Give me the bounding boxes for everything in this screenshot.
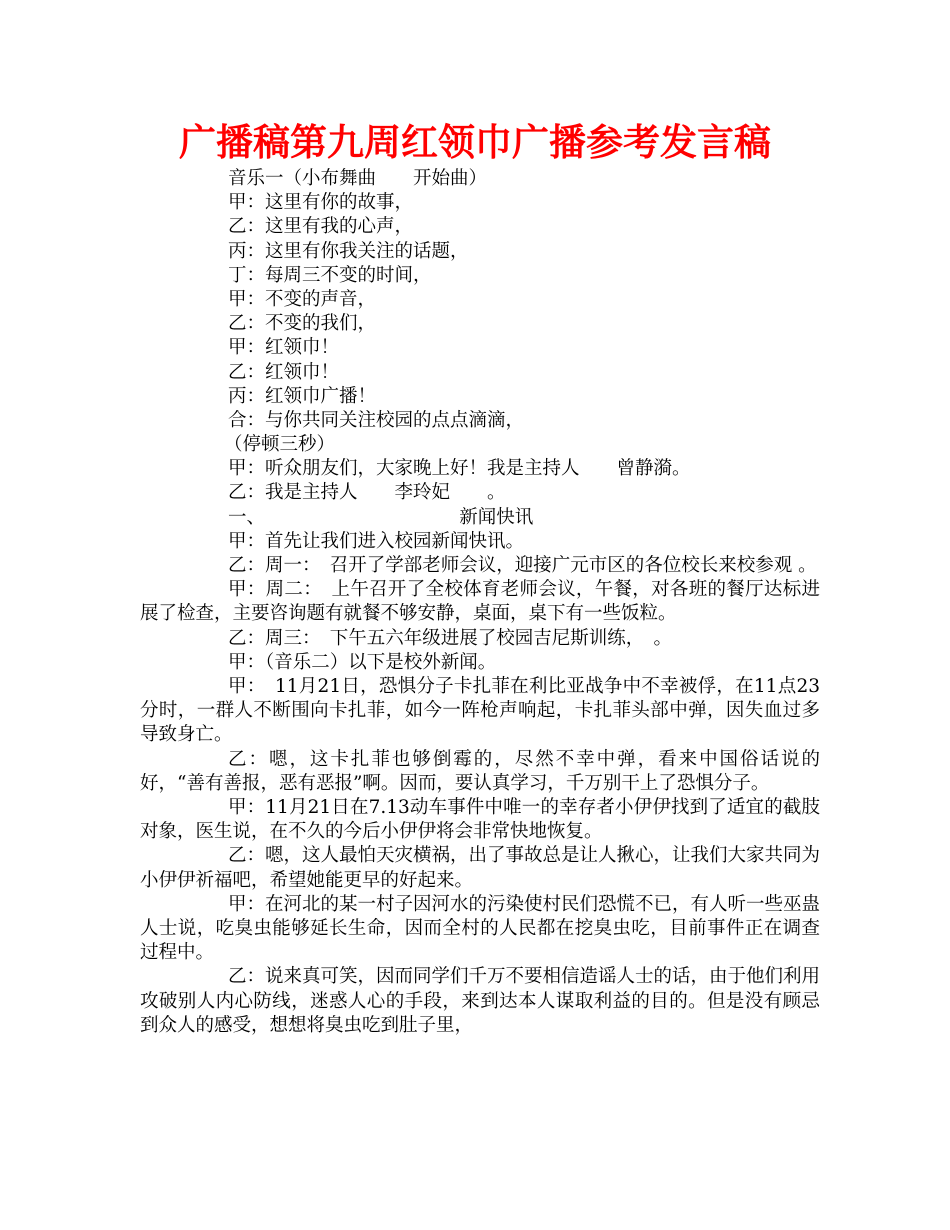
paragraph: 乙：嗯，这卡扎菲也够倒霉的，尽然不幸中弹，看来中国俗话说的好，“善有善报，恶有恶报”啊。因而，要认真学习，千万别干上了恐惧分子。 xyxy=(140,748,820,794)
paragraph: 甲：周二： 上午召开了全校体育老师会议，午餐，对各班的餐厅达标进展了检查，主要咨询题有就餐不够安静，桌面，桌下有一些饭粒。 xyxy=(140,579,820,625)
script-line: 甲：听众朋友们，大家晚上好！我是主持人 曾静漪。 xyxy=(228,458,691,480)
script-line: 乙：这里有我的心声， xyxy=(228,216,414,238)
script-line: 甲：首先让我们进入校园新闻快讯。 xyxy=(228,530,525,552)
paragraph: 甲：在河北的某一村子因河水的污染使村民们恐慌不已，有人听一些巫蛊人士说，吃臭虫能够延长生命，因而全村的人民都在挖臭虫吃，目前事件正在调查过程中。 xyxy=(140,893,821,964)
paragraph: 乙：周一： 召开了学部老师会议，迎接广元市区的各位校长来校参观 。 xyxy=(228,555,817,576)
paragraph: 甲： 11月21日，恐惧分子卡扎菲在利比亚战争中不幸被俘，在11点23分时，一群人不断围向卡扎菲，如今一阵枪声响起，卡扎菲头部中弹，因失血过多导致身亡。 xyxy=(140,676,820,746)
document-body xyxy=(140,167,820,1038)
script-line: 丙：红领巾广播！ xyxy=(228,385,377,407)
paragraph: 乙：说来真可笑，因而同学们千万不要相信造谣人士的话，由于他们利用攻破别人内心防线，迷惑人心的手段，来到达本人谋取利益的目的。但是没有顾忌到众人的感受，想想将臭虫吃到肚子里， xyxy=(140,966,821,1036)
script-line: 合：与你共同关注校园的点点滴滴， xyxy=(228,409,525,431)
script-line: 乙：红领巾！ xyxy=(228,361,340,383)
paragraph: 乙：周三： 下午五六年级进展了校园吉尼斯训练， 。 xyxy=(228,627,673,649)
script-line: 乙：我是主持人 李玲妃 。 xyxy=(228,482,506,504)
paragraph: 甲：11月21日在7.13动车事件中唯一的幸存者小伊伊找到了适宜的截肢对象，医生说，在不久的今后小伊伊将会非常快地恢复。 xyxy=(140,797,820,843)
script-line: 丁：每周三不变的时间， xyxy=(228,264,432,286)
script-line: 乙：不变的我们， xyxy=(228,313,377,335)
paragraph: 甲：（音乐二）以下是校外新闻。 xyxy=(228,651,497,673)
script-line: 甲：不变的声音， xyxy=(228,288,377,310)
paragraph: 乙：嗯，这人最怕天灾横祸，出了事故总是让人揪心，让我们大家共同为小伊伊祈福吧，希望她能更早的好起来。 xyxy=(140,845,821,891)
script-line: （停顿三秒） xyxy=(224,434,336,456)
script-line: 丙：这里有你我关注的话题， xyxy=(228,240,469,262)
script-line: 甲：红领巾！ xyxy=(228,337,340,359)
document-title: 广播稿第九周红领巾广播参考发言稿 xyxy=(179,121,771,164)
section-heading: 一、 新闻快讯 xyxy=(228,506,534,528)
script-line: 甲：这里有你的故事， xyxy=(228,192,414,214)
script-line: 音乐一（小布舞曲 开始曲） xyxy=(228,168,488,189)
